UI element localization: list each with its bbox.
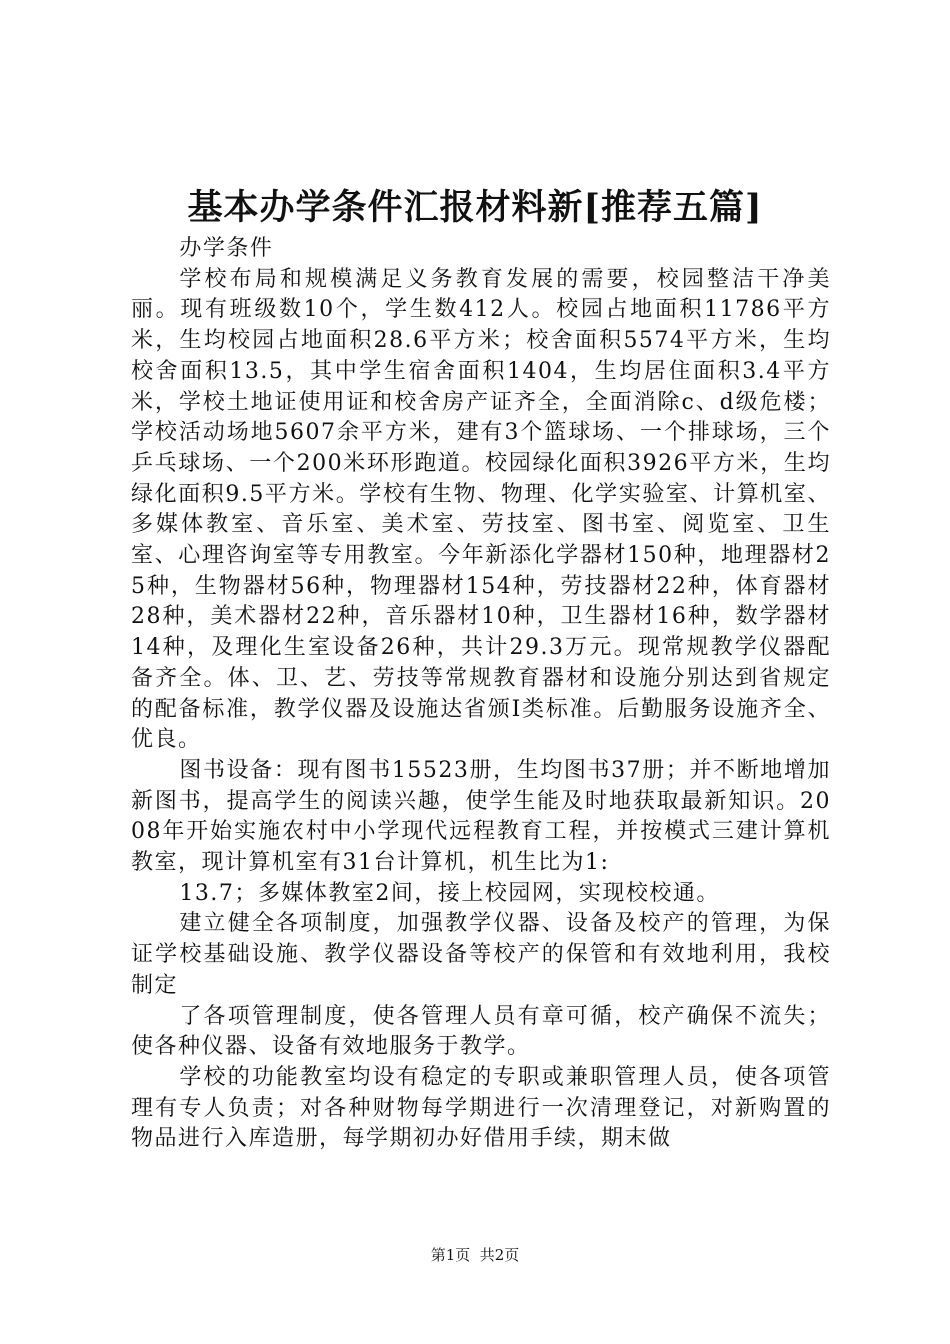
paragraph-management: 建立健全各项制度，加强教学仪器、设备及校产的管理，为保证学校基础设施、教学仪器设备等校产的保管和有效地利用，我校制定: [131, 911, 831, 998]
page-footer: [0, 1244, 950, 1266]
document-title: 基本办学条件汇报材料新[推荐五篇]: [187, 187, 763, 228]
document-body: [131, 234, 831, 1155]
paragraph-facilities: 学校布局和规模满足义务教育发展的需要，校园整洁干净美丽。现有班级数10个，学生数412人。校园占地面积11786平方米，生均校园占地面积28.6平方米；校舍面积5574平方米，生均校舍面积13.5，其中学生宿舍面积1404，生均居住面积3.4平方米，学校土地证使用证和校舍房产证齐全，全面消除c、d级危楼；学校活动场地5607余平方米，建有3个篮球场、一个排球场，三个乒乓球场、一个200米环形跑道。校园绿化面积3926平方米，生均绿化面积9.5平方米。学校有生物、物理、化学实验室、计算机室、多媒体教室、音乐室、美术室、劳技室、图书室、阅览室、卫生室、心理咨询室等专用教室。今年新添化学器材150种，地理器材25种，生物器材56种，物理器材154种，劳技器材22种，体育器材28种，美术器材22种，音乐器材10种，卫生器材16种，数学器材14种，及理化生室设备26种，共计29.3万元。现常规教学仪器配备齐全。体、卫、艺、劳技等常规教育器材和设施分别达到省规定的配备标准，教学仪器及设施达省颁Ⅰ类标准。后勤服务设施齐全、优良。: [131, 266, 831, 753]
page-number: 第1页 共2页: [430, 1246, 520, 1264]
paragraph-rules: 了各项管理制度，使各管理人员有章可循，校产确保不流失；使各种仪器、设备有效地服务于教学。: [131, 1003, 831, 1060]
paragraph-multimedia: 13.7；多媒体教室2间，接上校园网，实现校校通。: [179, 880, 720, 906]
paragraph-heading: 办学条件: [179, 236, 274, 261]
paragraph-library: 图书设备：现有图书15523册，生均图书37册；并不断地增加新图书，提高学生的阅读兴趣，使学生能及时地获取最新知识。2008年开始实施农村中小学现代远程教育工程，并按模式三建计算机教室，现计算机室有31台计算机，机生比为1:: [131, 757, 831, 876]
paragraph-staff: 学校的功能教室均设有稳定的专职或兼职管理人员，使各项管理有专人负责；对各种财物每学期进行一次清理登记，对新购置的物品进行入库造册，每学期初办好借用手续，期末做: [131, 1064, 831, 1152]
